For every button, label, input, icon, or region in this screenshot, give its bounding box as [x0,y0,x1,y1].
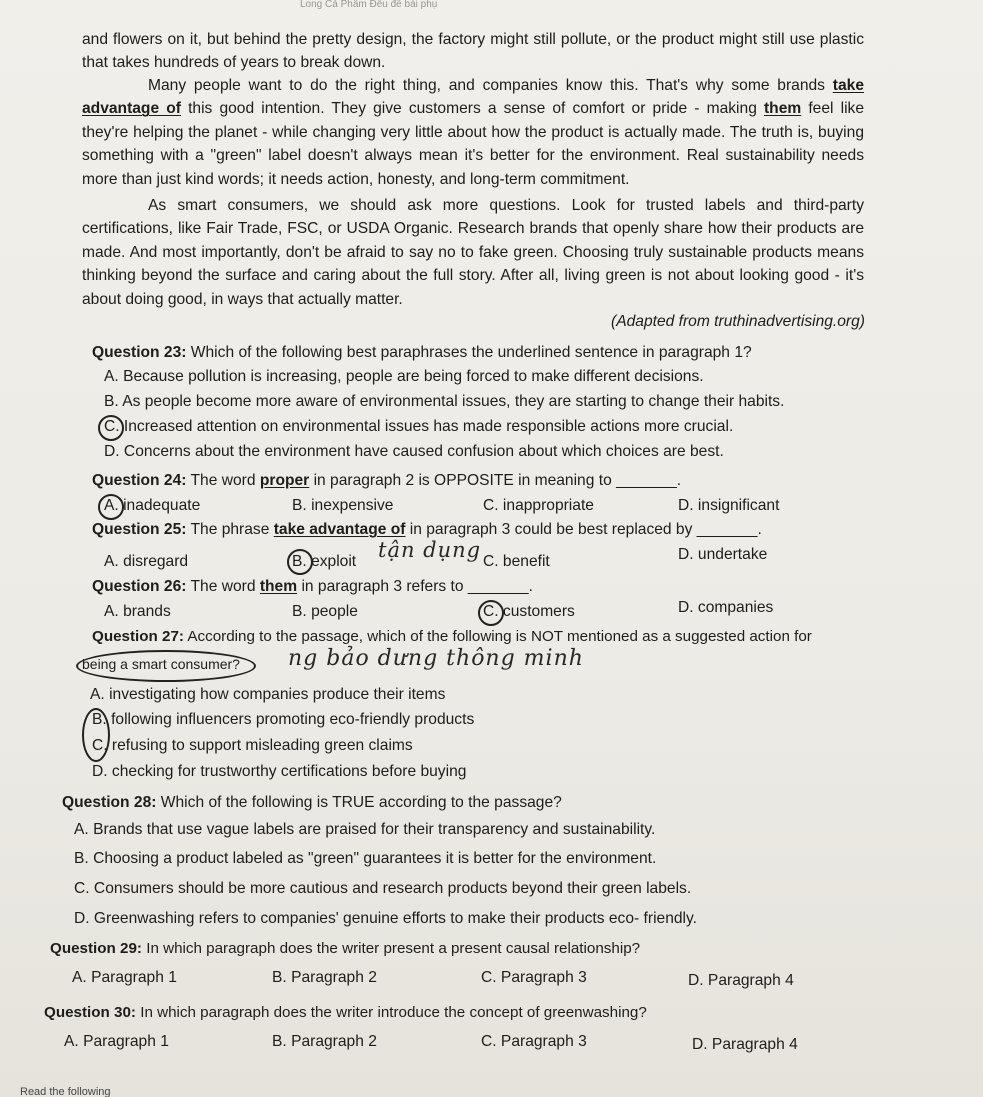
q25-option-a: A. disregard [104,553,189,570]
paragraph-2-part-b: this good intention. They give customers a sense of comfort or pride - making [180,100,764,118]
question-26 [92,578,533,596]
question-30-text: In which paragraph does the writer introduce the concept of greenwashing? [136,1004,647,1021]
passage-paragraph-1: and flowers on it, but behind the pretty design, the factory might still pollute, or the product might still use plastic that takes hundreds of years to break down. [82,31,864,72]
q30-option-c: C. Paragraph 3 [481,1033,587,1050]
question-24 [92,472,681,490]
question-27-text: According to the passage, which of the following is NOT mentioned as a suggested action for [184,628,812,645]
question-23 [92,344,752,362]
answer-circle-q23 [98,415,124,441]
question-27-label: Question 27: [92,628,184,645]
question-29 [50,940,640,957]
question-27 [92,628,812,645]
question-26-label: Question 26: [92,578,187,595]
q23-option-a: A. Because pollution is increasing, people are being forced to make different decisions. [104,368,704,385]
question-25-text-a: The phrase [186,521,274,538]
paragraph-2-part-a: Many people want to do the right thing, and companies know this. That's why some brands [148,77,833,94]
q29-option-d: D. Paragraph 4 [688,972,794,989]
q25-option-b: B. exploit [292,553,357,570]
passage-paragraph-2 [82,74,864,191]
question-23-text: Which of the following best paraphrases the underlined sentence in paragraph 1? [186,344,752,361]
q28-option-a: A. Brands that use vague labels are praised for their transparency and sustainability. [74,821,656,838]
q24-option-c: C. inappropriate [483,497,594,514]
question-29-text: In which paragraph does the writer present a present causal relationship? [142,940,641,957]
q26-option-b: B. people [292,603,358,620]
q28-option-b: B. Choosing a product labeled as "green" guarantees it is better for the environment. [74,850,657,867]
question-24-label: Question 24: [92,472,187,489]
question-26-text-b: in paragraph 3 refers to _______. [297,578,533,595]
question-24-word: proper [259,472,310,489]
q26-option-c: C. customers [483,603,575,620]
q29-option-a: A. Paragraph 1 [72,969,177,986]
q28-option-d: D. Greenwashing refers to companies' genuine efforts to make their products eco- friendly. [74,910,697,927]
q25-option-c: C. benefit [483,553,550,570]
question-30-label: Question 30: [44,1004,136,1021]
question-23-label: Question 23: [92,344,187,361]
q25-option-d: D. undertake [678,546,768,563]
question-29-label: Question 29: [50,940,142,957]
question-28-label: Question 28: [62,794,157,811]
q23-option-b: B. As people become more aware of environmental issues, they are starting to change their habits. [104,393,785,410]
q30-option-b: B. Paragraph 2 [272,1033,377,1050]
question-24-text-a: The word [186,472,260,489]
answer-circle-q26 [478,600,504,626]
paragraph-2-part-c: feel like they're helping the planet - while changing very little about how the product is actually made. The truth is, buying something with a "green" label doesn't always mean it's better for the environment. Real sustainability needs more than just kind words; it needs action, honesty, and long-term commitment. [82,100,864,188]
q26-option-a: A. brands [104,603,171,620]
question-25-phrase: take advantage of [273,521,406,538]
question-28-text: Which of the following is TRUE according to the passage? [156,794,562,811]
q26-option-d: D. companies [678,599,774,616]
underlined-word-them: them [763,100,802,118]
q23-option-c: C. Increased attention on environmental issues has made responsible actions more crucial. [104,418,734,435]
question-27-line-2: being a smart consumer? [82,656,240,672]
question-28 [62,794,562,812]
q24-option-d: D. insignificant [678,497,780,514]
handwritten-note-q27: ng bảo dưng thông minh [288,646,584,671]
answer-circle-q27 [82,708,110,762]
question-25 [92,521,762,539]
q30-option-a: A. Paragraph 1 [64,1033,169,1050]
question-24-text-b: in paragraph 2 is OPPOSITE in meaning to _______. [309,472,682,489]
question-30 [44,1004,647,1021]
q28-option-c: C. Consumers should be more cautious and research products beyond their green labels. [74,880,692,897]
q27-option-d: D. checking for trustworthy certifications before buying [92,763,467,780]
highlight-oval-q27 [76,650,256,682]
q27-option-c: C. refusing to support misleading green claims [92,737,413,754]
answer-circle-q25 [287,549,313,575]
question-26-text-a: The word [186,578,260,595]
q24-option-a: A. inadequate [104,497,201,514]
q29-option-c: C. Paragraph 3 [481,969,587,986]
question-25-text-b: in paragraph 3 could be best replaced by _______. [405,521,762,538]
q27-option-a: A. investigating how companies produce their items [90,686,446,703]
q27-option-b: B. following influencers promoting eco-friendly products [92,711,475,728]
underlined-phrase-take-advantage: take advantage of [82,77,864,118]
passage-paragraph-3: As smart consumers, we should ask more questions. Look for trusted labels and third-party certifications, like Fair Trade, FSC, or USDA Organic. Research brands that openly share how their products are made. And most importantly, don't be afraid to say no to fake green. Choosing truly sustainable products means thinking beyond the surface and caring about the full story. After all, living green is not about looking good - it's about doing good, in ways that actually matter. [82,197,864,308]
handwritten-note-q25: tận dụng [378,538,482,562]
q30-option-d: D. Paragraph 4 [692,1036,798,1053]
question-25-label: Question 25: [92,521,187,538]
cut-off-footer-text: Read the following [20,1086,111,1097]
faded-header-text: Long Cả Phẩm Đều để bài phụ [300,0,438,10]
q29-option-b: B. Paragraph 2 [272,969,377,986]
question-26-word: them [259,578,298,595]
q24-option-b: B. inexpensive [292,497,394,514]
answer-circle-q24 [98,494,124,520]
passage-source: (Adapted from truthinadvertising.org) [611,313,865,330]
q23-option-d: D. Concerns about the environment have caused confusion about which choices are best. [104,443,724,460]
